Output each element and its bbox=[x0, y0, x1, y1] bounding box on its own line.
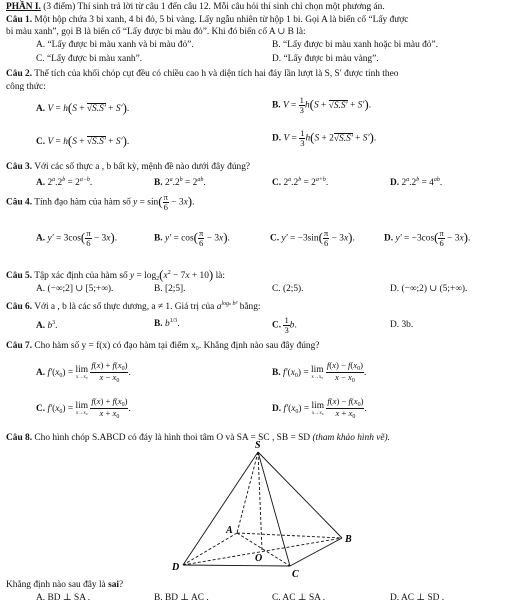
q7-text: Cho hàm số y = f(x) có đạo hàm tại điểm x₀. Khẳng định nào sau đây đúng? bbox=[32, 341, 320, 351]
q7-option-c[interactable]: C. $f'(x_0)$ = lim x→x₀ $\frac{f(x) + f(x_0)}{x + x_0}$ . bbox=[36, 396, 131, 421]
q8-option-c[interactable]: C. AC ⊥ SA . bbox=[272, 593, 326, 603]
q1-option-c[interactable]: C. “Lấy được bi màu xanh”. bbox=[36, 54, 143, 64]
q8-option-b[interactable]: B. BD ⊥ AC . bbox=[154, 593, 209, 603]
q8-option-d[interactable]: D. AC ⊥ SD . bbox=[390, 593, 445, 603]
q6-option-c[interactable]: C. $\frac{1}{3}$ b. bbox=[272, 315, 297, 336]
q8-text: Cho hình chóp S.ABCD có đáy là hình thoi tâm O và SA = SC , SB = SD bbox=[32, 433, 311, 443]
q1-line2: bi màu xanh”, gọi B là biến cố “Lấy được bi màu đỏ”. Khi đó biến cố A ∪ B là: bbox=[6, 27, 306, 37]
q3-text: Với các số thực a , b bất kỳ, mệnh đề nào dưới đây đúng? bbox=[32, 162, 251, 172]
part-label: PHẦN I. bbox=[6, 2, 41, 12]
q5-option-c[interactable]: C. (2;5). bbox=[272, 284, 304, 294]
part-intro: (3 điểm) Thí sinh trả lời từ câu 1 đến câu 12. Mỗi câu hỏi thí sinh chỉ chọn một phương án. bbox=[40, 2, 385, 12]
q8-option-a[interactable]: A. BD ⊥ SA . bbox=[36, 593, 91, 603]
q6-tail: bằng: bbox=[237, 302, 261, 312]
q2-option-b[interactable]: B. V = $\frac{1}{3}$ h(S + √S.S′ + S′). bbox=[272, 95, 372, 116]
q7-line bbox=[6, 341, 502, 352]
q2-option-d[interactable]: D. V = $\frac{1}{3}$ h(S + 2√S.S′ + S′). bbox=[272, 128, 377, 149]
vertex-d-label: D bbox=[172, 562, 180, 573]
q1-num: Câu 1. bbox=[6, 15, 33, 25]
q8-question-text: Khẳng định nào sau đây là bbox=[6, 580, 109, 590]
q8-question-bold: sai bbox=[108, 580, 120, 590]
q5-option-a[interactable]: A. (−∞;2] ∪ [5;+∞). bbox=[36, 284, 114, 294]
q5-option-d[interactable]: D. (−∞;2) ∪ (5;+∞). bbox=[390, 284, 468, 294]
q7-num: Câu 7. bbox=[6, 341, 33, 351]
q4-option-a[interactable]: A. y′ = 3cos( $\frac{\pi}{6}$ − 3x). bbox=[36, 228, 118, 249]
q6-option-d[interactable]: D. 3b. bbox=[390, 320, 414, 330]
q6-line: Câu 6. Với a , b là các số thực dương, a ≠ 1. Giá trị của $a^{loga b^3}$ bằng: bbox=[6, 301, 261, 312]
q5-text: Tập xác định của hàm số bbox=[32, 271, 128, 281]
q8-question-end: ? bbox=[119, 580, 124, 590]
part-header bbox=[6, 2, 502, 13]
q2-option-c[interactable]: C. V = h(S + √S.S′ + S′). bbox=[36, 133, 130, 148]
q4-line: Câu 4. Tính đạo hàm của hàm số y = sin( $\frac{\pi}{6}$ − 3x). bbox=[6, 192, 195, 213]
q4-num: Câu 4. bbox=[6, 197, 33, 208]
q5-option-b[interactable]: B. [2;5]. bbox=[154, 284, 186, 294]
q3-option-a[interactable]: A. $2^a.2^b = 2^{a-b}$. bbox=[36, 177, 93, 188]
vertex-b-label: B bbox=[345, 534, 352, 545]
q8-line bbox=[6, 433, 502, 444]
q1-option-b[interactable]: B. “Lấy được bi màu xanh hoặc bi màu đỏ”. bbox=[272, 40, 438, 50]
vertex-c-label: C bbox=[292, 569, 299, 580]
q2-line2: công thức: bbox=[6, 82, 46, 92]
q8-question bbox=[6, 580, 502, 591]
q4-option-b[interactable]: B. y′ = cos( $\frac{\pi}{6}$ − 3x). bbox=[154, 228, 230, 249]
q5-num: Câu 5. bbox=[6, 271, 33, 281]
q8-note: (tham khảo hình vẽ). bbox=[310, 433, 391, 443]
q2-line1 bbox=[6, 69, 502, 80]
q1-option-d[interactable]: D. “Lấy được bi màu vàng”. bbox=[272, 54, 379, 64]
q7-option-d[interactable]: D. $f'(x_0)$ = lim x→x₀ $\frac{f(x) - f(x_0)}{x + x_0}$ . bbox=[272, 396, 367, 421]
q3-option-d[interactable]: D. $2^a.2^b = 4^{ab}$. bbox=[390, 177, 443, 188]
q6-option-b[interactable]: B. $b^{1/3}$. bbox=[154, 318, 180, 329]
q7-option-b[interactable]: B. $f'(x_0)$ = lim x→x₀ $\frac{f(x) - f(x_0)}{x - x_0}$ . bbox=[272, 360, 367, 385]
q2-text: Thể tích của khối chóp cụt đều có chiều cao h và diện tích hai đáy lần lượt là S, S′ được tính theo bbox=[32, 69, 399, 79]
q3-num: Câu 3. bbox=[6, 162, 33, 172]
q1-line1 bbox=[6, 15, 502, 26]
center-o-label: O bbox=[255, 553, 263, 564]
q2-num: Câu 2. bbox=[6, 69, 33, 79]
q8-num: Câu 8. bbox=[6, 433, 33, 443]
q2-option-a[interactable]: A. V = h(S + √S.S′ + S′). bbox=[36, 100, 130, 115]
q1-text: Một hộp chứa 3 bi xanh, 4 bi đỏ, 5 bi vàng. Lấy ngẫu nhiên từ hộp 1 bi. Gọi A là biến cố “Lấy được bbox=[32, 15, 409, 25]
q5-line: Câu 5. Tập xác định của hàm số $y = \log_2(x^2 - 7x + 10)$ là: bbox=[6, 267, 225, 282]
vertex-s-label: S bbox=[255, 440, 261, 451]
q4-text: Tính đạo hàm của hàm số bbox=[32, 197, 131, 208]
q3-option-b[interactable]: B. $2^a.2^b = 2^{ab}$. bbox=[154, 177, 206, 188]
q3-option-c[interactable]: C. $2^a.2^b = 2^{a+b}$. bbox=[272, 177, 329, 188]
q6-text: Với a , b là các số thực dương, a ≠ 1. Giá trị của bbox=[32, 302, 215, 312]
q7-option-a[interactable]: A. $f'(x_0)$ = lim x→x₀ $\frac{f(x) + f(x_0)}{x - x_0}$ . bbox=[36, 360, 131, 385]
q5-tail: là: bbox=[213, 271, 225, 281]
q1-option-a[interactable]: A. “Lấy được bi màu xanh và bi màu đỏ”. bbox=[36, 40, 194, 50]
q4-option-d[interactable]: D. y′ = −3cos( $\frac{\pi}{6}$ − 3x). bbox=[384, 228, 471, 249]
q6-num: Câu 6. bbox=[6, 302, 33, 312]
q3-line bbox=[6, 162, 502, 173]
q6-option-a[interactable]: A. $b^3$. bbox=[36, 320, 58, 331]
vertex-a-label: A bbox=[226, 525, 233, 536]
q4-option-c[interactable]: C. y′ = −3sin( $\frac{\pi}{6}$ − 3x). bbox=[270, 228, 355, 249]
